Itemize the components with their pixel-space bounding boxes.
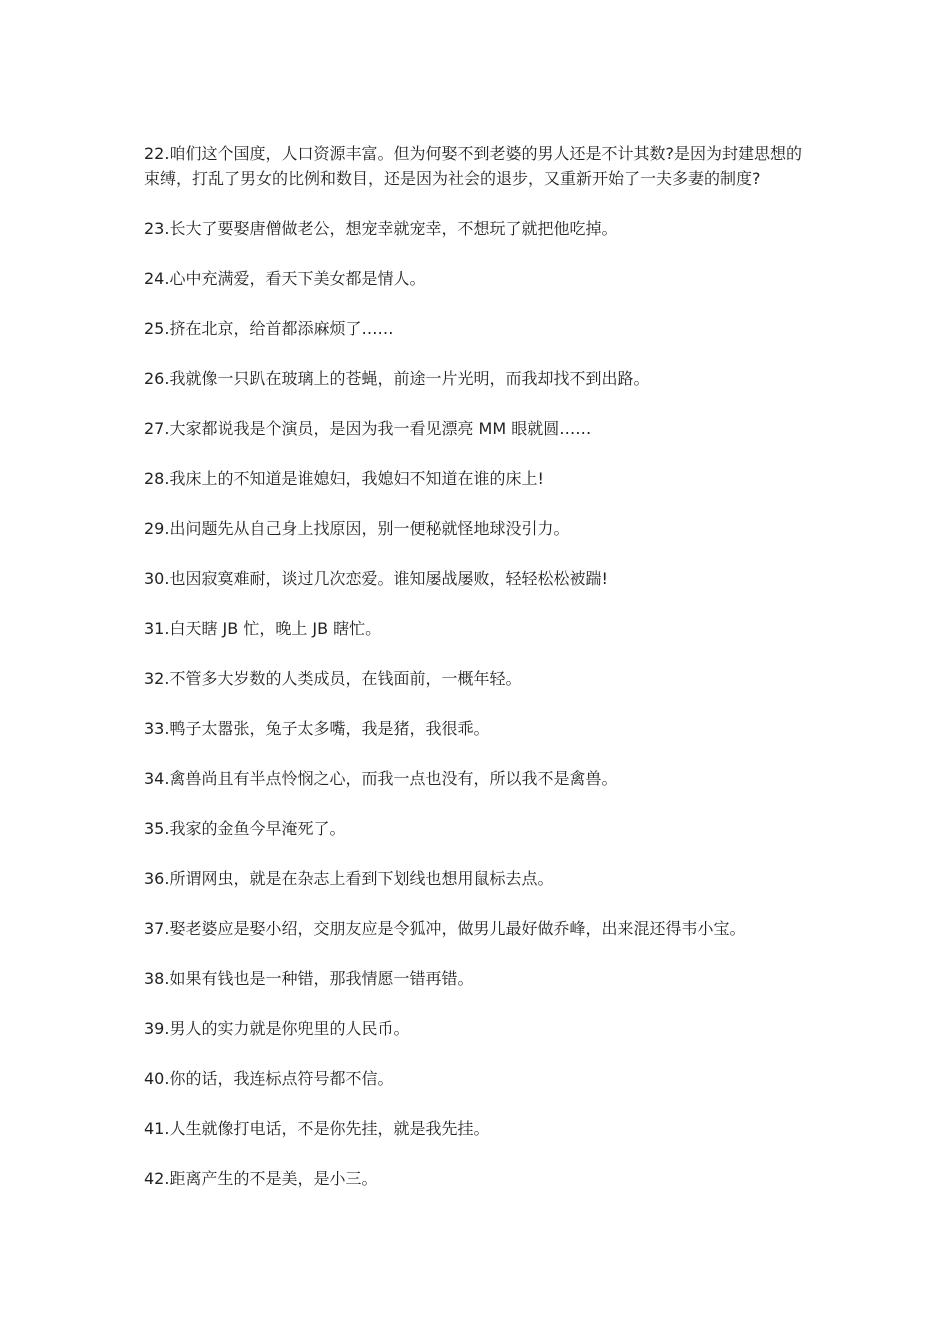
list-item: 42.距离产生的不是美，是小三。 [144,1168,378,1188]
list-item: 40.你的话，我连标点符号都不信。 [144,1068,394,1088]
list-item: 29.出问题先从自己身上找原因，别一便秘就怪地球没引力。 [144,518,570,538]
list-item: 24.心中充满爱，看天下美女都是情人。 [144,268,426,288]
list-item: 35.我家的金鱼今早淹死了。 [144,818,346,838]
list-item: 32.不管多大岁数的人类成员，在钱面前，一概年轻。 [144,668,522,688]
list-item: 30.也因寂寞难耐，谈过几次恋爱。谁知屡战屡败，轻轻松松被踹! [144,568,608,588]
list-item: 27.大家都说我是个演员，是因为我一看见漂亮 MM 眼就圆…… [144,418,592,438]
entry-list [144,142,808,1217]
list-item: 23.长大了要娶唐僧做老公，想宠幸就宠幸，不想玩了就把他吃掉。 [144,218,618,238]
list-item: 25.挤在北京，给首都添麻烦了…… [144,318,394,338]
list-item: 37.娶老婆应是娶小绍，交朋友应是令狐冲，做男儿最好做乔峰，出来混还得韦小宝。 [144,918,746,938]
list-item: 33.鸭子太嚣张，兔子太多嘴，我是猪，我很乖。 [144,718,490,738]
list-item: 39.男人的实力就是你兜里的人民币。 [144,1018,410,1038]
list-item: 41.人生就像打电话，不是你先挂，就是我先挂。 [144,1118,490,1138]
list-item: 36.所谓网虫，就是在杂志上看到下划线也想用鼠标去点。 [144,868,554,888]
list-item: 34.禽兽尚且有半点怜悯之心，而我一点也没有，所以我不是禽兽。 [144,768,618,788]
list-item: 38.如果有钱也是一种错，那我情愿一错再错。 [144,968,474,988]
list-item: 22.咱们这个国度，人口资源丰富。但为何娶不到老婆的男人还是不计其数?是因为封建思想的束缚，打乱了男女的比例和数目，还是因为社会的退步，又重新开始了一夫多妻的制度? [144,144,802,188]
list-item: 26.我就像一只趴在玻璃上的苍蝇，前途一片光明，而我却找不到出路。 [144,368,650,388]
list-item: 28.我床上的不知道是谁媳妇，我媳妇不知道在谁的床上! [144,468,544,488]
list-item: 31.白天瞎 JB 忙，晚上 JB 瞎忙。 [144,618,382,638]
